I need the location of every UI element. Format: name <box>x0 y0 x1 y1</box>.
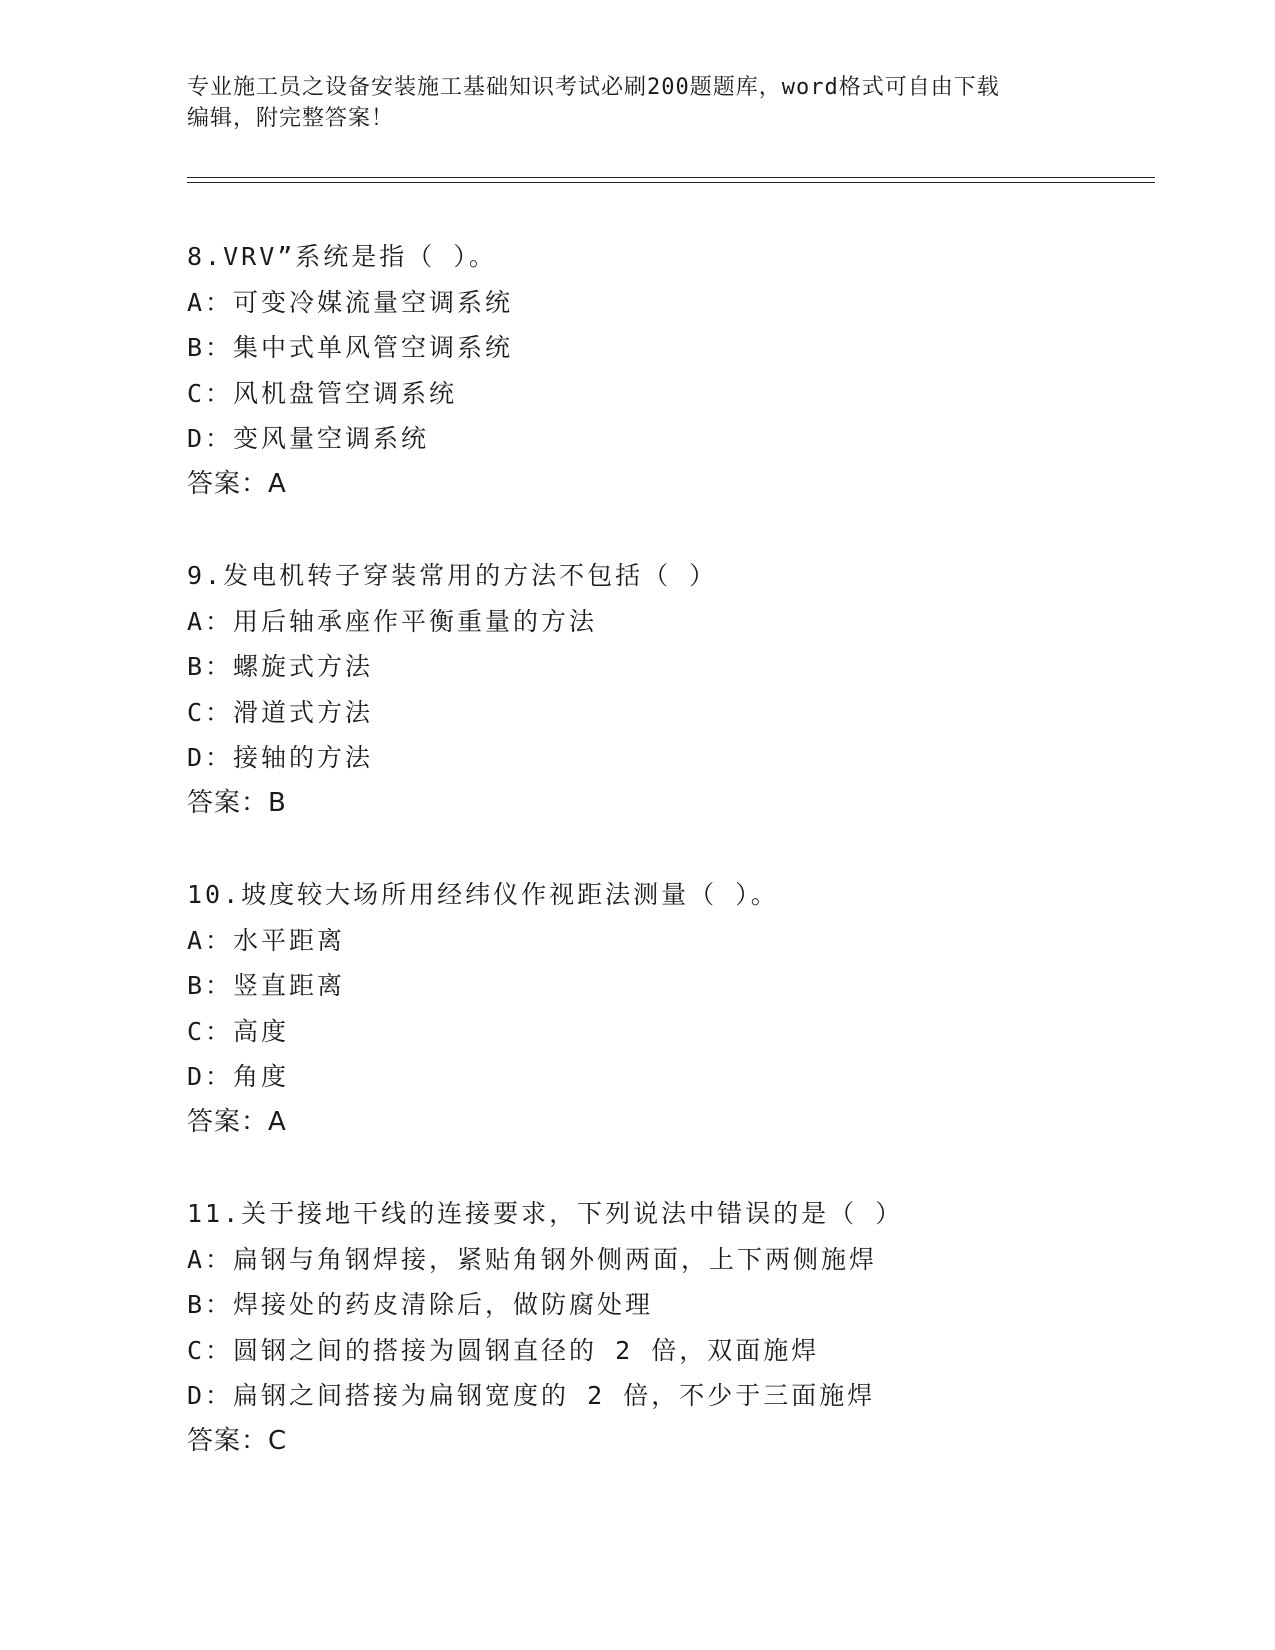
question-stem: 9.发电机转子穿装常用的方法不包括（ ） <box>187 561 718 590</box>
question-8 <box>187 234 1147 507</box>
answer: 答案：C <box>187 1425 288 1456</box>
option-c: C：滑道式方法 <box>187 697 374 727</box>
option-d: D：变风量空调系统 <box>187 424 430 453</box>
answer: 答案：A <box>187 1106 287 1137</box>
document-header <box>187 72 1087 134</box>
question-stem: 11.关于接地干线的连接要求，下列说法中错误的是（ ） <box>187 1199 904 1228</box>
question-9 <box>187 553 1147 826</box>
answer: 答案：B <box>187 787 287 818</box>
option-a: A：可变冷媒流量空调系统 <box>187 287 514 317</box>
question-10 <box>187 872 1147 1145</box>
question-11 <box>187 1191 1147 1464</box>
option-c: C：高度 <box>187 1016 290 1046</box>
option-a: A：扁钢与角钢焊接，紧贴角钢外侧两面，上下两侧施焊 <box>187 1244 878 1274</box>
option-d: D：扁钢之间搭接为扁钢宽度的 2 倍，不少于三面施焊 <box>187 1381 876 1410</box>
answer: 答案：A <box>187 468 287 499</box>
option-a: A：用后轴承座作平衡重量的方法 <box>187 606 598 636</box>
option-d: D：接轴的方法 <box>187 743 374 772</box>
option-b: B：集中式单风管空调系统 <box>187 333 514 362</box>
header-divider-top <box>187 177 1155 178</box>
option-a: A：水平距离 <box>187 925 346 955</box>
question-stem: 8.VRV”系统是指（ ）。 <box>187 242 497 271</box>
header-line-1: 专业施工员之设备安装施工基础知识考试必刷200题题库，word格式可自由下载 <box>187 75 1000 100</box>
header-line-2: 编辑，附完整答案！ <box>187 106 395 131</box>
option-b: B：竖直距离 <box>187 971 346 1000</box>
option-b: B：焊接处的药皮清除后，做防腐处理 <box>187 1290 654 1319</box>
option-c: C：圆钢之间的搭接为圆钢直径的 2 倍，双面施焊 <box>187 1335 820 1365</box>
option-d: D：角度 <box>187 1062 290 1091</box>
question-stem: 10.坡度较大场所用经纬仪作视距法测量（ ）。 <box>187 880 779 909</box>
option-c: C：风机盘管空调系统 <box>187 378 458 408</box>
header-divider-bottom <box>187 182 1155 183</box>
option-b: B：螺旋式方法 <box>187 652 374 681</box>
